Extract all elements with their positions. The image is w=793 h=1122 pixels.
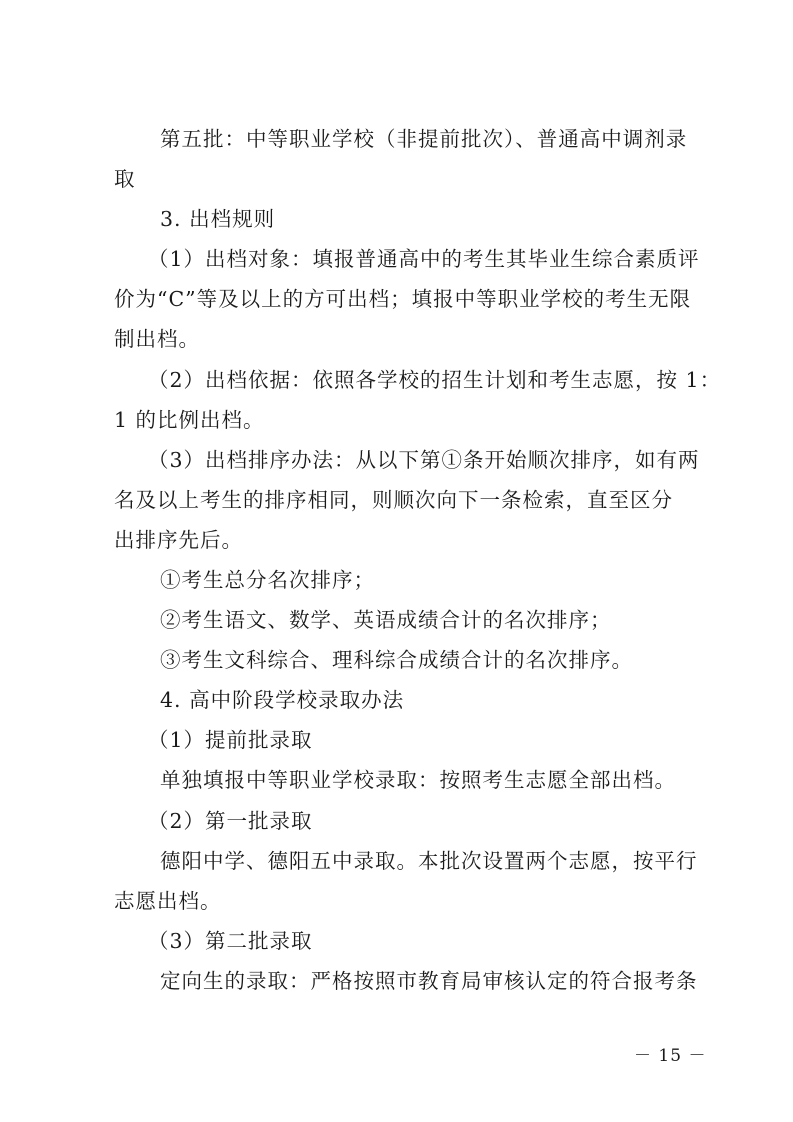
text-line: 第五批：中等职业学校（非提前批次）、普通高中调剂录 bbox=[160, 127, 688, 151]
text-line: 1 的比例出档。 bbox=[114, 408, 265, 432]
text-line: （1）出档对象：填报普通高中的考生其毕业生综合素质评 bbox=[148, 247, 700, 271]
page-number: － 15 － bbox=[634, 1046, 707, 1066]
text-line: （2）出档依据：依照各学校的招生计划和考生志愿，按 1： bbox=[148, 368, 722, 392]
subsection-heading: （2）第一批录取 bbox=[148, 809, 313, 833]
text-line: （3）出档排序办法：从以下第①条开始顺次排序，如有两 bbox=[148, 448, 700, 472]
text-line: 名及以上考生的排序相同，则顺次向下一条检索，直至区分 bbox=[114, 488, 673, 512]
text-line: 价为“C”等及以上的方可出档；填报中等职业学校的考生无限 bbox=[114, 287, 692, 311]
list-item: ③考生文科综合、理科综合成绩合计的名次排序。 bbox=[160, 648, 633, 672]
list-item: ②考生语文、数学、英语成绩合计的名次排序； bbox=[160, 608, 612, 632]
text-line: 出排序先后。 bbox=[114, 528, 243, 552]
subsection-heading: （1）提前批录取 bbox=[148, 728, 313, 752]
text-line: 定向生的录取：严格按照市教育局审核认定的符合报考条 bbox=[160, 969, 698, 993]
subsection-heading: （3）第二批录取 bbox=[148, 929, 313, 953]
text-line: 单独填报中等职业学校录取：按照考生志愿全部出档。 bbox=[160, 768, 676, 792]
section-heading: 3. 出档规则 bbox=[160, 207, 276, 231]
list-item: ①考生总分名次排序； bbox=[160, 568, 375, 592]
text-line: 制出档。 bbox=[114, 327, 200, 351]
section-heading: 4. 高中阶段学校录取办法 bbox=[160, 688, 405, 712]
text-line: 德阳中学、德阳五中录取。本批次设置两个志愿，按平行 bbox=[160, 849, 698, 873]
text-line: 取 bbox=[114, 167, 136, 191]
text-line: 志愿出档。 bbox=[114, 889, 222, 913]
